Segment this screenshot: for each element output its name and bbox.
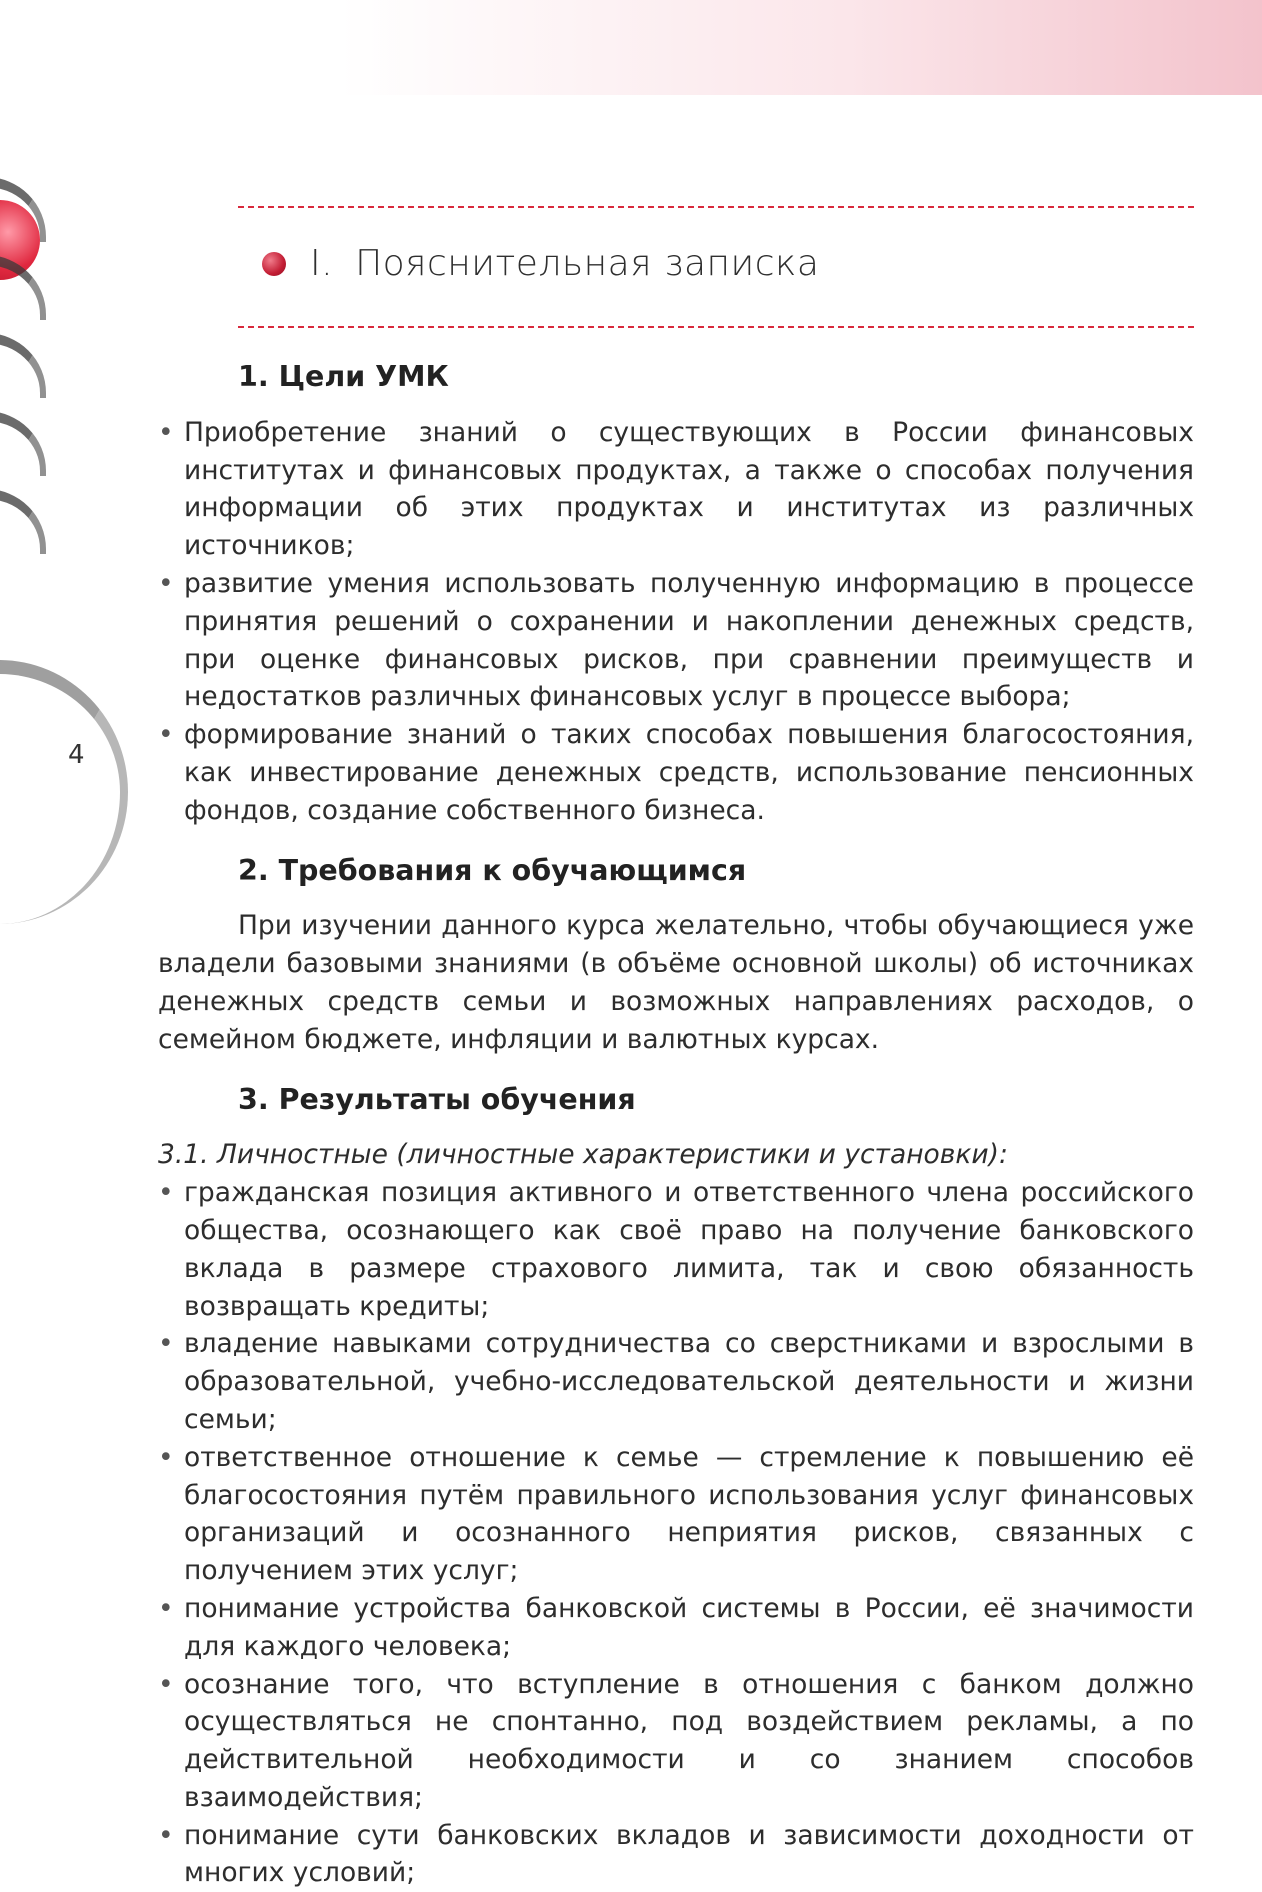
requirements-heading: 2. Требования к обучающимся: [238, 853, 747, 887]
goals-list: [158, 414, 1194, 830]
top-dashed-rule: [238, 206, 1194, 208]
section-numeral: I.: [310, 243, 334, 284]
list-item: • понимание устройства банковской системы в России, её значимости для каждого человека;: [158, 1590, 1194, 1666]
binding-ring: [0, 489, 46, 554]
list-item: • осознание того, что вступление в отношения с банком должно осуществляться не спонтанно, под воздействием рекламы, а по действительной необходимости и со знанием способов взаимодействия;: [158, 1666, 1194, 1817]
list-item: • развитие умения использовать полученную информацию в процессе принятия решений о сохранении и накоплении денежных средств, при оценке финансовых рисков, при сравнении преимуществ и недостатков различных финансовых услуг в процессе выбора;: [158, 565, 1194, 716]
section-bullet-icon: [262, 252, 286, 276]
list-item: • владение навыками сотрудничества со сверстниками и взрослыми в образовательной, учебно-исследовательской деятельности и жизни семьи;: [158, 1325, 1194, 1438]
main-content: [158, 358, 1194, 1892]
list-item: • понимание сути банковских вкладов и зависимости доходности от многих условий;: [158, 1817, 1194, 1892]
results-heading: 3. Результаты обучения: [238, 1082, 636, 1116]
list-item: • гражданская позиция активного и ответственного члена российского общества, осознающего как своё право на получение банковского вклада в размере страхового лимита, так и свою обязанность возвращать кредиты;: [158, 1174, 1194, 1325]
list-item: • формирование знаний о таких способах повышения благосостояния, как инвестирование денежных средств, использование пенсионных фондов, создание собственного бизнеса.: [158, 716, 1194, 829]
list-item: • ответственное отношение к семье — стремление к повышению её благосостояния путём правильного использования услуг финансовых организаций и осознанного неприятия рисков, связанных с получением этих услуг;: [158, 1439, 1194, 1590]
section-header: [262, 243, 819, 284]
goals-heading: 1. Цели УМК: [238, 360, 449, 393]
bottom-dashed-rule: [238, 326, 1194, 328]
results-list: [158, 1174, 1194, 1892]
section-title: Пояснительная записка: [355, 243, 820, 284]
binding-ring: [0, 333, 46, 398]
binding-ring: [0, 411, 46, 476]
results-subheading: 3.1. Личностные (личностные характеристики и установки):: [158, 1139, 1008, 1171]
binding-ring: [0, 177, 46, 242]
top-decor-band: [340, 0, 1262, 95]
list-item: • Приобретение знаний о существующих в России финансовых институтах и финансовых продуктах, а также о способах получения информации об этих продуктах и институтах из различных источников;: [158, 414, 1194, 565]
requirements-text: При изучении данного курса желательно, чтобы обучающиеся уже владели базовыми знаниями (в объёме основной школы) об источниках денежных средств семьи и возможных направлениях расходов, о семейном бюджете, инфляции и валютных курсах.: [158, 910, 1194, 1055]
page-number: 4: [68, 740, 85, 770]
